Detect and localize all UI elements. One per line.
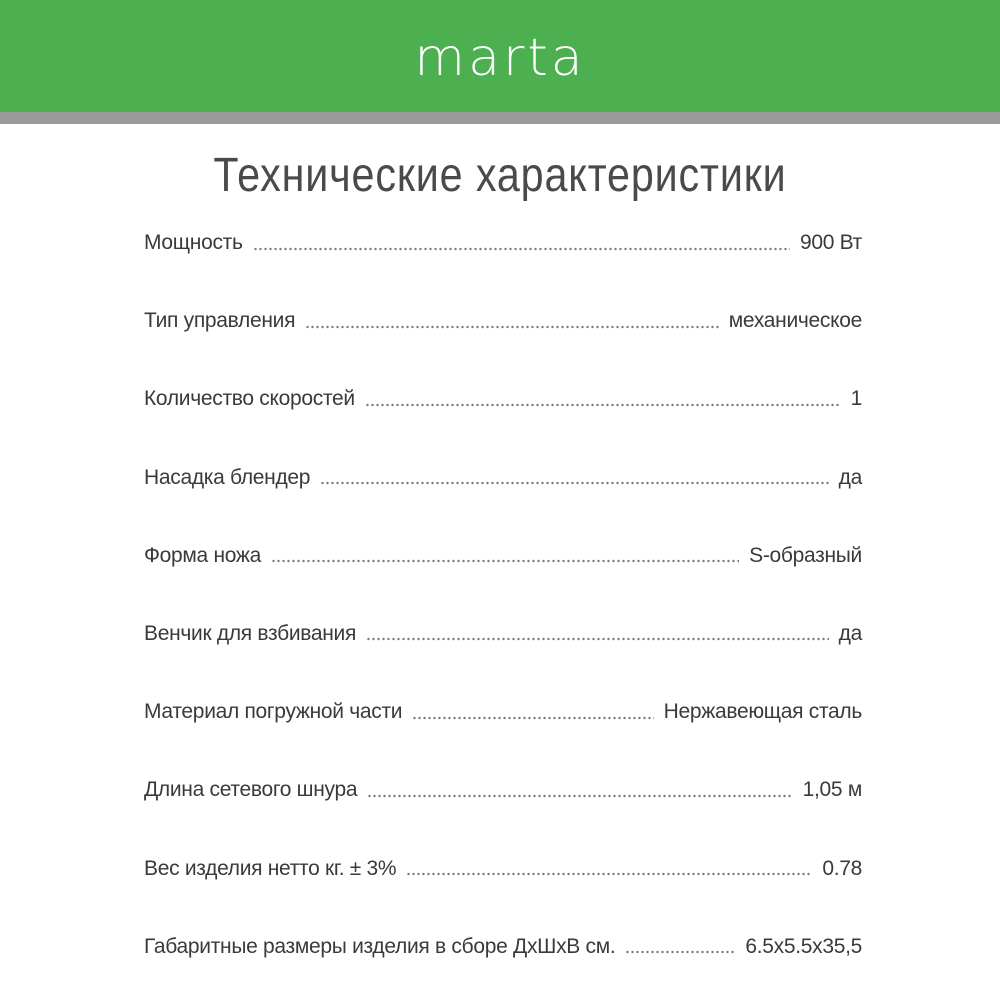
spec-label: Форма ножа [144, 543, 262, 567]
spec-row-cord-length [144, 770, 862, 809]
spec-label: Количество скоростей [144, 387, 355, 411]
spec-label: Длина сетевого шнура [144, 778, 358, 802]
spec-value: механическое [728, 309, 862, 333]
spec-value: 0.78 [822, 856, 862, 880]
spec-row-net-weight [144, 849, 862, 888]
spec-row-shaft-material [144, 692, 862, 731]
spec-value: 6.5x5.5x35,5 [745, 934, 862, 958]
spec-label: Тип управления [144, 309, 296, 333]
dot-leader [365, 403, 841, 407]
spec-row-dimensions [144, 927, 862, 966]
spec-value: 1 [850, 387, 862, 411]
spec-label: Венчик для взбивания [144, 621, 357, 645]
dot-leader [367, 794, 792, 798]
brand-header [0, 0, 1000, 112]
spec-label: Вес изделия нетто кг. ± 3% [144, 856, 397, 880]
spec-row-control-type [144, 301, 862, 340]
dot-leader [406, 872, 812, 876]
spec-label: Материал погружной части [144, 700, 403, 724]
header-divider [0, 112, 1000, 124]
spec-row-speeds [144, 379, 862, 418]
spec-label: Габаритные размеры изделия в сборе ДхШхВ см. [144, 934, 616, 958]
dot-leader [320, 481, 828, 485]
spec-value: 1,05 м [802, 778, 862, 802]
spec-value: S-образный [749, 543, 862, 567]
dot-leader [253, 247, 790, 251]
dot-leader [625, 950, 735, 954]
spec-row-power [144, 223, 862, 262]
spec-value: да [838, 465, 862, 489]
spec-label: Насадка блендер [144, 465, 311, 489]
dot-leader [305, 325, 719, 329]
spec-row-whisk [144, 614, 862, 653]
page-title: Технические характеристики [213, 149, 787, 202]
brand-logo: marta [414, 28, 586, 88]
dot-leader [366, 637, 829, 641]
dot-leader [412, 716, 653, 720]
spec-row-blade-shape [144, 536, 862, 575]
dot-leader [271, 559, 739, 563]
spec-value: да [838, 621, 862, 645]
spec-row-blender-attachment [144, 458, 862, 497]
spec-list [144, 223, 862, 1000]
spec-value: Нержавеющая сталь [663, 700, 862, 724]
spec-label: Мощность [144, 231, 243, 254]
spec-value: 900 Вт [800, 231, 862, 254]
